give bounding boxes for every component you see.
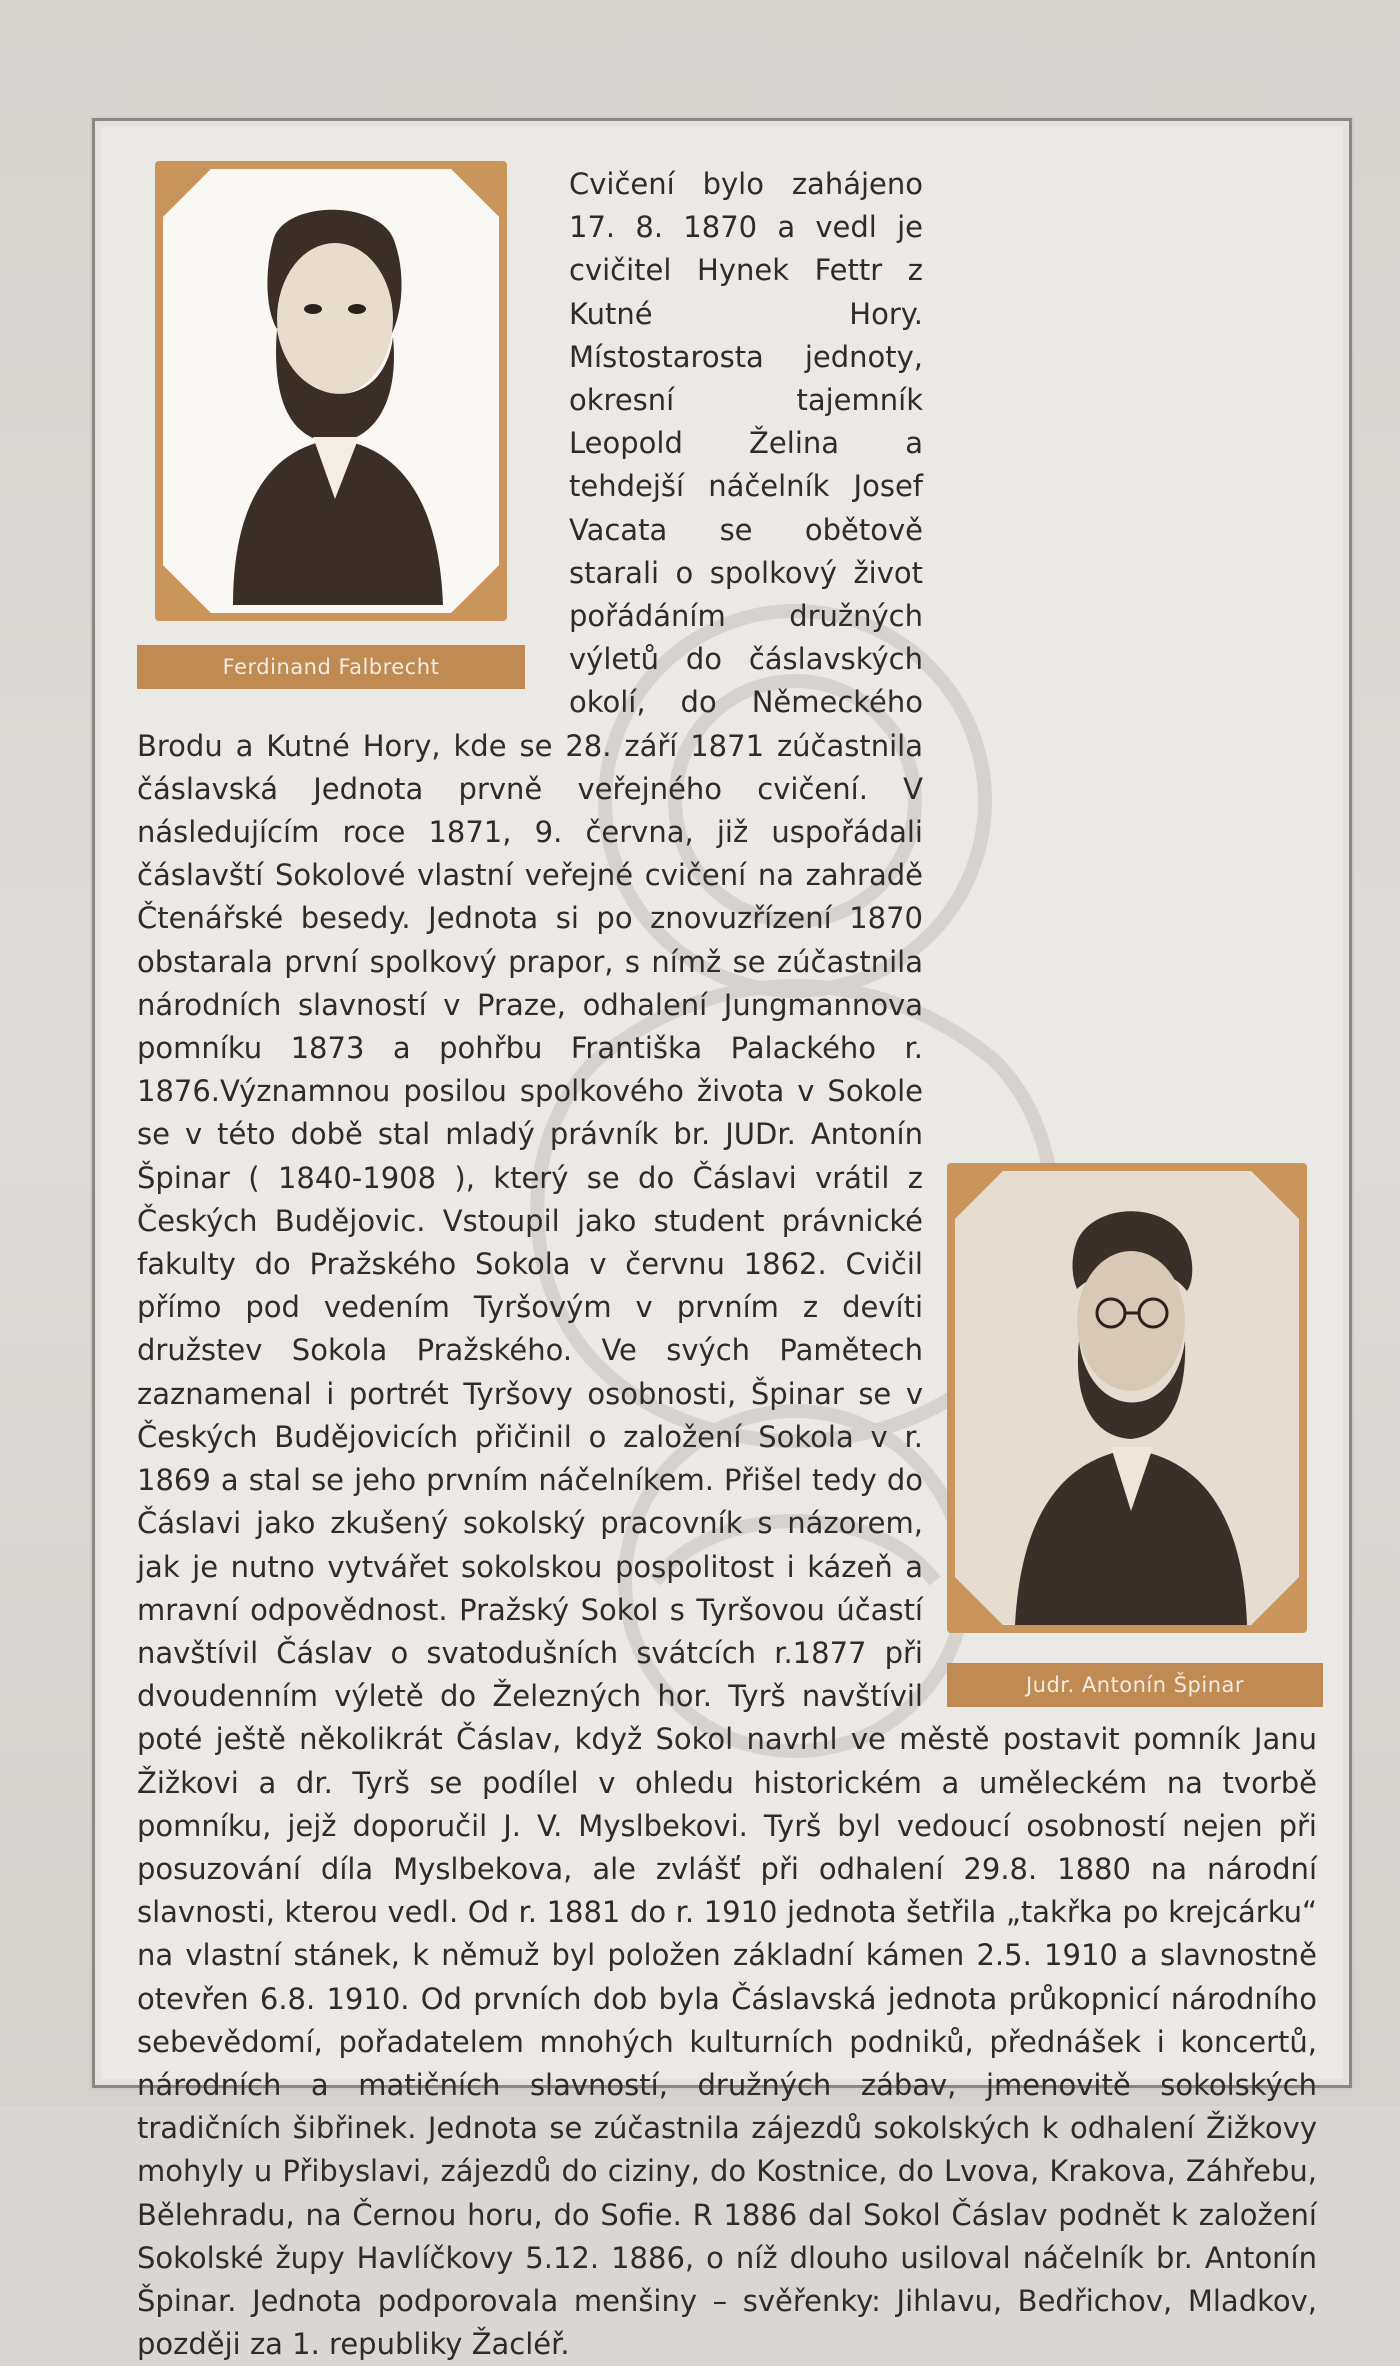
article-text: Cvičení bylo zahájeno 17. 8. 1870 a vedl je cvičitel Hynek Fettr z Kutné Hory. Místostarosta jednoty, okresní tajemník Leopold Želina a tehdejší náčelník Josef Vacata se obětově starali o spolkový život pořádáním družných výletů do čáslavských okolí, do Německého Brodu a Kutné Hory, kde se 28. září 1871 zúčastnila čáslavská Jednota prvně veřejného cvičení. V následujícím roce 1871, 9. června, již uspořádali čáslavští Sokolové vlastní veřejné cvičení na zahradě Čtenářské besedy. Jednota si po znovuzřízení 1870 obstarala první spolkový prapor, s nímž se zúčastnila národních slavností v Praze, odhalení Jungmannova pomníku 1873 a pohřbu Františka Palackého r. 1876.Významnou posilou spolkového života v Sokole se v této době stal mladý právník br. JUDr. Antonín Špinar ( 1840-1908 ), který se do Čáslavi vrátil z Českých Budějovic. Vstoupil jako student právnické fakulty do Pražského Sokola v červnu 1862. Cvičil přímo pod vedením Tyršovým v prvním z devíti družstev Sokola Pražského. Ve svých Pamětech zaznamenal i portrét Tyršovy osobnosti, Špinar se v Českých Budějovicích přičinil o založení Sokola v r. 1869 a stal se jeho prvním náčelníkem. Přišel tedy do Čáslavi jako zkušený sokolský pracovník s názorem, jak je nutno vytvářet sokolskou pospolitost i kázeň a mravní odpovědnost. Pražský Sokol s Tyršovou účastí navštívil Čáslav o svatodušních svátcích r.1877 při dvoudenním výletě do Železných hor. Tyrš navštívil poté ještě několikrát Čáslav, když Sokol navrhl ve městě postavit pomník Janu Žižkovi a dr. Tyrš se podílel v ohledu historickém a uměleckém na tvorbě pomníku, jejž doporučil J. V. Myslbekovi. Tyrš byl vedoucí osobností nejen při posuzování díla Myslbekova, ale zvlášť při odhalení 29.8. 1880 na národní slavnosti, kterou vedl. Od r. 1881 do r. 1910 jednota šetřila „takřka po krejcárku“ na vlastní stánek, k němuž byl položen základní kámen 2.5. 1910 a slavnostně otevřen 6.8. 1910. Od prvních dob byla Čáslavská jednota průkopnicí národního sebevědomí, pořadatelem mnohých kulturních podniků, přednášek i koncertů, národních a matičních slavností, družných zábav, jmenovitě sokolských tradičních šibřinek. Jednota se zúčastnila zájezdů sokolských k odhalení Žižkovy mohyly u Přibyslavi, zájezdů do ciziny, do Kostnice, do Lvova, Krakova, Záhřebu, Bělehradu, na Černou horu, do Sofie. R 1886 dal Sokol Čáslav podnět k založení Sokolské župy Havlíčkovy 5.12. 1886, o níž dlouho usiloval náčelník br. Antonín Špinar. Jednota podporovala menšiny – svěřenky: Jihlavu, Bedřichov, Mladkov, později za 1. republiky Žacléř. [137,167,1317,2362]
portrait-spinar [943,1163,1323,1707]
portrait-caption: Judr. Antonín Špinar [947,1663,1323,1707]
article-body [137,163,1317,2366]
portrait-caption: Ferdinand Falbrecht [137,645,525,689]
portrait-engraving-icon [163,169,499,605]
portrait-frame [155,161,507,621]
portrait-frame [947,1163,1307,1633]
document-sheet [92,118,1352,2362]
portrait-falbrecht [137,161,525,689]
portrait-photo-icon [955,1171,1299,1625]
